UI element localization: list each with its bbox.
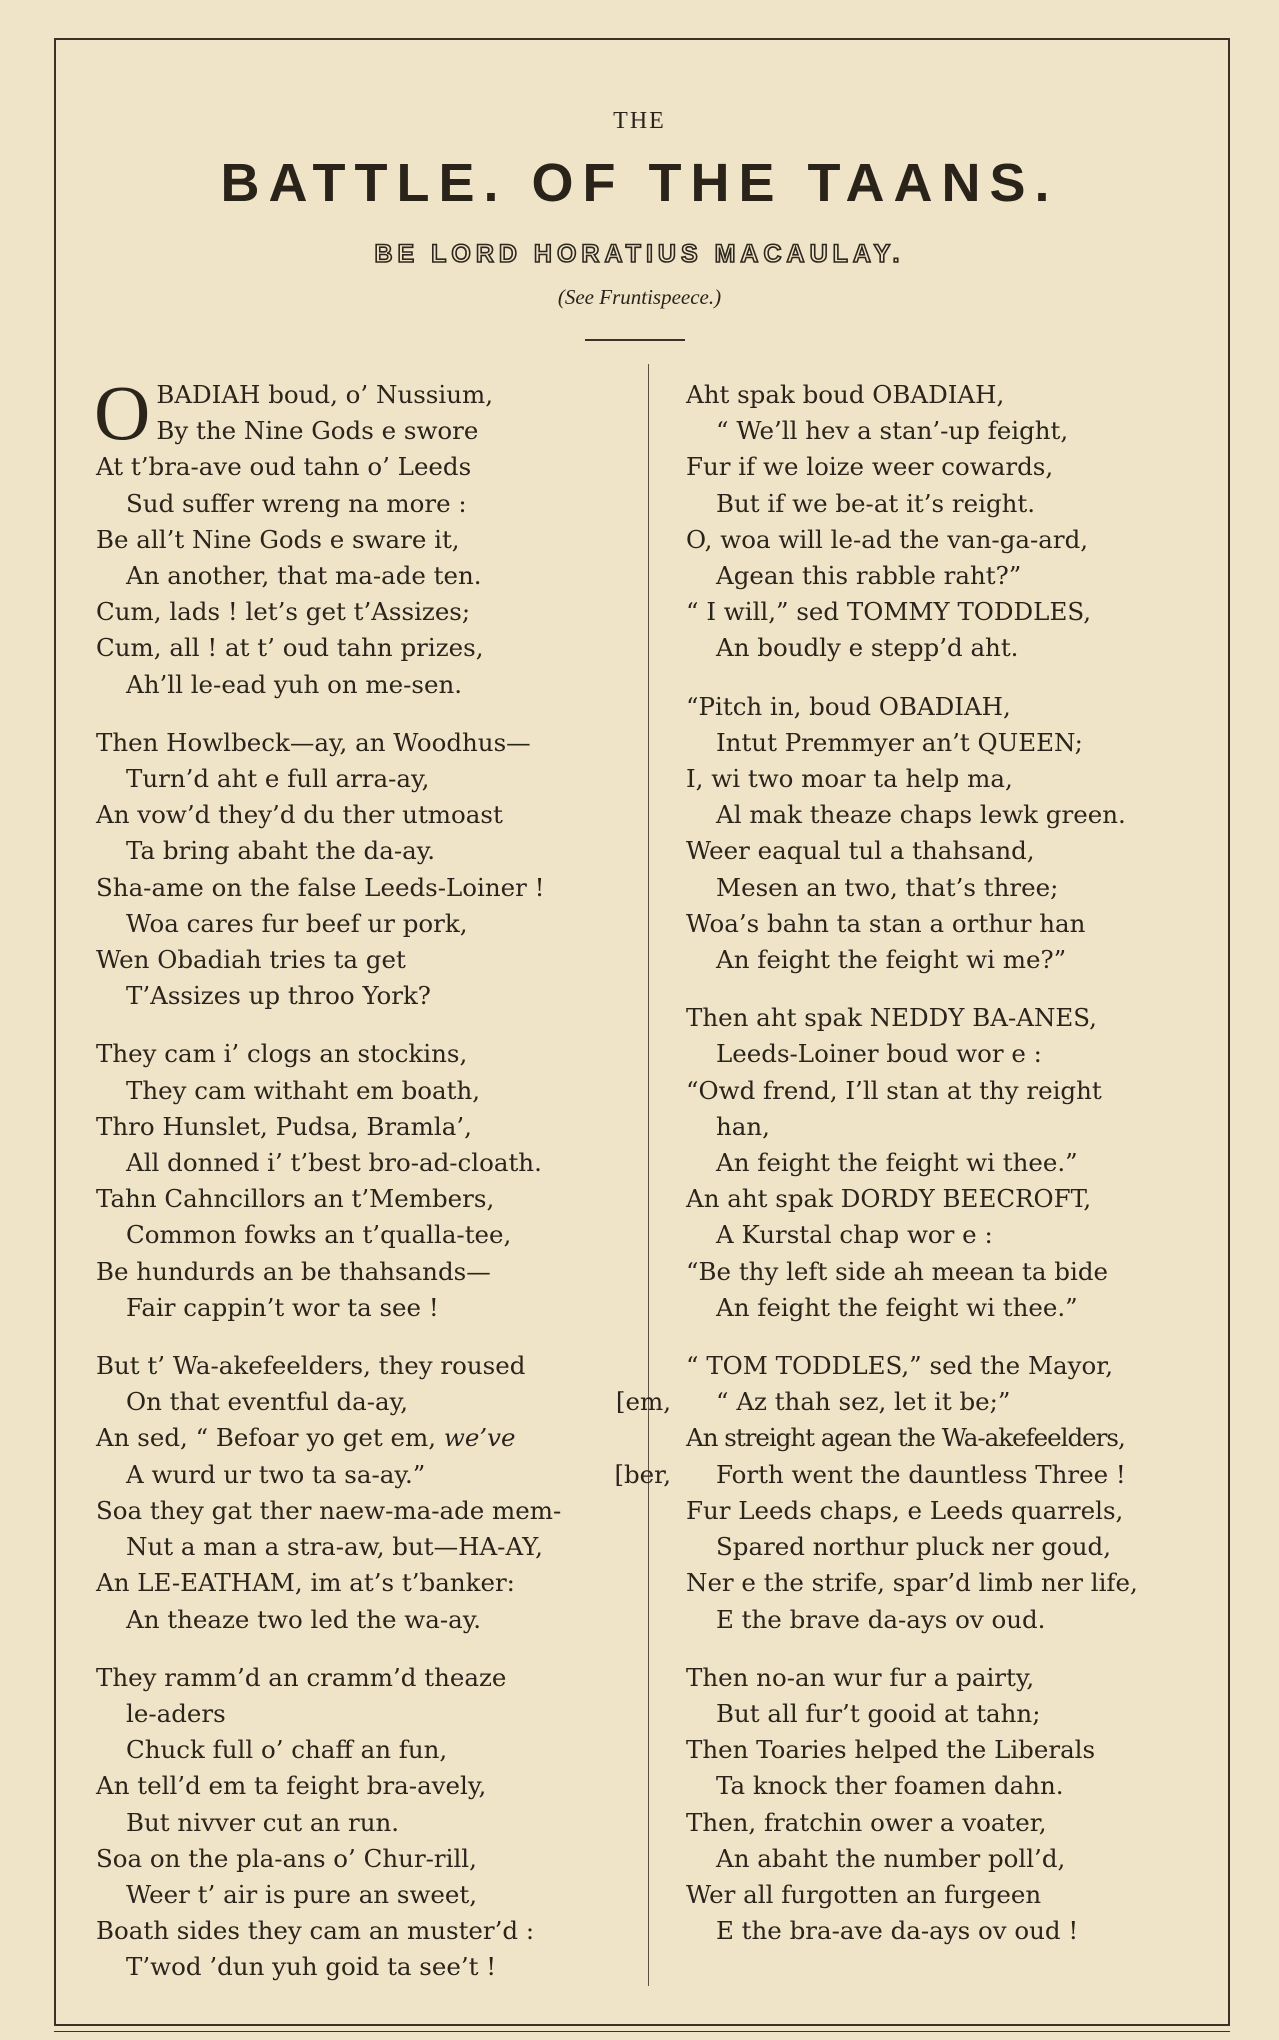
poem-line: le-aders [126,1698,226,1728]
frontispiece-note: (See Fruntispeece.) [557,285,722,309]
poem-line: Thro Hunslet, Pudsa, Bramla’, [96,1111,472,1141]
poem-line: Then Toaries helped the Liberals [686,1735,1096,1765]
poem-line: “ We’ll hev a stan’-up feight, [716,416,1069,446]
poem-line: Fair cappin’t wor ta see ! [126,1292,439,1322]
poem-line: Turn’d aht e full arra-ay, [126,764,430,794]
poem-line: An streight agean the Wa-akefeelders, [686,1423,1125,1453]
poem-line: “ I will,” sed TOMMY TODDLES, [686,597,1092,627]
poem-line: Ta knock ther foamen dahn. [716,1771,1064,1801]
drop-cap: O [94,369,151,456]
poem-line: Aht spak boud OBADIAH, [686,380,1005,409]
poem-line: “Pitch in, boud OBADIAH, [686,691,1011,721]
poem-line: They cam i’ clogs an stockins, [96,1039,468,1069]
poem-line: Soa they gat ther naew-ma-ade mem- [96,1495,562,1525]
stanza [686,689,1206,979]
poem-line [96,1457,671,1493]
stanza [686,1660,1206,1950]
poem-line: An another, that ma-ade ten. [126,561,482,591]
poem-line: They ramm’d an cramm’d theaze [96,1662,507,1692]
bottom-rule [54,2024,1230,2026]
poem-line: They cam withaht em boath, [126,1075,481,1105]
poem-line: Agean this rabble raht?” [716,561,1022,591]
poem-line: BADIAH boud, o’ Nussium, [156,380,494,409]
poem-line: Ta bring abaht the da-ay. [126,836,436,866]
poem-line-text: An sed, “ Befoar yo get em, [96,1423,437,1453]
poem-line: Boath sides they cam an muster’d : [96,1916,535,1946]
poem-line: Then, fratchin ower a voater, [686,1807,1047,1837]
poem-line: Mesen an two, that’s three; [716,872,1059,902]
poem-line: A Kurstal chap wor e : [716,1220,993,1250]
poem-line: T’Assizes up throo York? [126,981,431,1011]
stanza [686,1000,1206,1326]
poem-line: Forth went the dauntless Three ! [716,1459,1126,1489]
poem-line: O, woa will le-ad the van-ga-ard, [686,524,1089,554]
poem-line: Ner e the strife, spar’d limb ner life, [686,1568,1138,1598]
stanza [686,377,1206,667]
stanza [94,369,641,703]
poem-line: Leeds-Loiner boud wor e : [716,1039,1042,1069]
poem-line: An aht spak DORDY BEECROFT, [686,1184,1092,1214]
poem-line: Al mak theaze chaps lewk green. [716,800,1126,830]
poem-line: An tell’d em ta feight bra-avely, [96,1771,487,1801]
poem-line: Ah’ll le-ead yuh on me-sen. [126,669,463,699]
title-rule [585,339,685,341]
poem-line-text: On that eventful da-ay, [126,1387,409,1417]
turnover-mark: [ber, [614,1459,671,1489]
poem-line: I, wi two moar ta help ma, [686,764,1013,794]
poem-line: E the brave da-ays ov oud. [716,1604,1046,1634]
poem-line: “Owd frend, I’ll stan at thy reight [686,1075,1102,1105]
poem-line: Fur if we loize weer cowards, [686,452,1054,482]
poem-line: Woa’s bahn ta stan a orthur han [686,908,1086,938]
poem-line: Cum, all ! at t’ oud tahn prizes, [96,633,484,663]
poem-line: T’wod ’dun yuh goid ta see’t ! [126,1952,497,1982]
stanza [96,725,641,1015]
left-column [94,369,671,2008]
poem-line: “ TOM TODDLES,” sed the Mayor, [686,1351,1114,1381]
poem-line: Be all’t Nine Gods e sware it, [96,524,460,554]
poem-line: Sha-ame on the false Leeds-Loiner ! [96,872,545,902]
poem-line: An boudly e stepp’d aht. [716,633,1019,663]
stanza [96,1348,671,1638]
poem-line: Spared northur pluck ner goud, [716,1532,1112,1562]
stanza [686,1348,1206,1638]
poem-line: Nut a man a stra-aw, but—HA-AY, [126,1532,543,1562]
poem-line: But t’ Wa-akefeelders, they roused [96,1351,526,1381]
poem-line: All donned i’ t’best bro-ad-cloath. [126,1148,542,1178]
page-title: BATTLE. OF THE TAANS. [220,153,1059,213]
poem-line: An theaze two led the wa-ay. [126,1604,482,1634]
poem-line: Cum, lads ! let’s get t’Assizes; [96,597,471,627]
poem-line: Then no-an wur fur a pairty, [686,1662,1035,1692]
poem-line: At t’bra-ave oud tahn o’ Leeds [96,452,472,482]
turnover-mark: [em, [615,1387,671,1417]
poem-line: An feight the feight wi thee.” [716,1148,1078,1178]
poem-line: Weer t’ air is pure an sweet, [126,1879,478,1909]
poem-line: Then Howlbeck—ay, an Woodhus— [96,727,531,757]
poem-line: Common fowks an t’qualla-tee, [126,1220,512,1250]
stanza [96,1660,641,1986]
poem-line: Tahn Cahncillors an t’Members, [96,1184,495,1214]
poem-line: Be hundurds an be thahsands— [96,1256,491,1286]
right-column [686,377,1206,1971]
poem-line: An feight the feight wi me?” [716,945,1067,975]
author-byline: BE LORD HORATIUS MACAULAY. [374,240,905,268]
poem-line: By the Nine Gods e swore [156,416,479,446]
poem-line [96,1384,671,1420]
poem-line [96,1420,641,1456]
poem-line: But if we be-at it’s reight. [716,488,1036,518]
stanza [96,1036,641,1326]
poem-line: An abaht the number poll’d, [716,1843,1066,1873]
poem-line: An vow’d they’d du ther utmoast [96,800,503,830]
poem-line: Chuck full o’ chaff an fun, [126,1735,448,1765]
poem-line: Intut Premmyer an’t QUEEN; [716,727,1083,757]
title-article: THE [613,108,666,134]
italic-word: we’ve [443,1423,516,1453]
column-divider [648,364,649,1986]
poem-line: Woa cares fur beef ur pork, [126,908,468,938]
poem-line: Fur Leeds chaps, e Leeds quarrels, [686,1495,1124,1525]
poem-line: “ Az thah sez, let it be;” [716,1387,1011,1417]
poem-line: But nivver cut an run. [126,1807,400,1837]
poem-line: Soa on the pla-ans o’ Chur-rill, [96,1843,477,1873]
poem-line: An feight the feight wi thee.” [716,1292,1078,1322]
poem-line: Wen Obadiah tries ta get [96,945,406,975]
poem-line-text: A wurd ur two ta sa-ay.” [126,1459,426,1489]
poem-line: But all fur’t gooid at tahn; [716,1698,1041,1728]
poem-line: Sud suffer wreng na more : [126,488,467,518]
poem-line: Wer all furgotten an furgeen [686,1879,1042,1909]
poem-line: E the bra-ave da-ays ov oud ! [716,1916,1079,1946]
poem-line: An LE-EATHAM, im at’s t’banker: [96,1568,515,1598]
bottom-rule-thin [54,2031,1230,2032]
poem-line: Weer eaqual tul a thahsand, [686,836,1035,866]
poem-line: Then aht spak NEDDY BA-ANES, [686,1003,1097,1033]
poem-line: han, [716,1111,770,1141]
poem-line: “Be thy left side ah meean ta bide [686,1256,1109,1286]
